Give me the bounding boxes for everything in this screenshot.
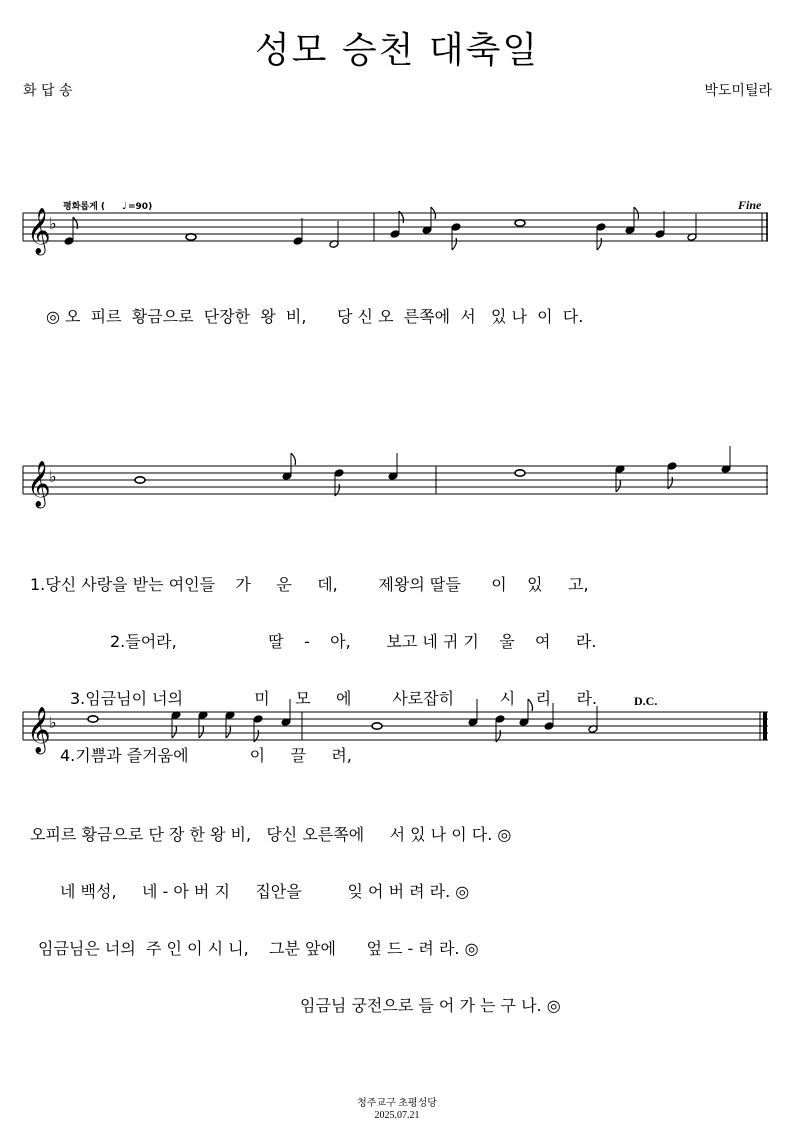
flat-icon: ♭: [49, 214, 57, 233]
verse-b-line-2: 네 백성, 네 - 아 버 지 집안을 잊 어 버 려 라. ◎: [60, 882, 470, 901]
verse-line-1: 1.당신 사랑을 받는 여인들 가 운 데, 제왕의 딸들 이 있 고,: [30, 575, 589, 594]
page-title: 성모 승천 대축일: [254, 30, 540, 71]
footer: [0, 1098, 794, 1122]
verse-b-line-3: 임금님은 너의 주 인 이 시 니, 그분 앞에 엎 드 - 려 라. ◎: [38, 939, 479, 958]
footer-date: 2025.07.21: [374, 1110, 420, 1121]
verse-line-2: 2.들어라, 딸 - 아, 보고 네 귀 기 울 여 라.: [110, 632, 597, 651]
footer-parish: 청주교구 초평성당: [357, 1098, 437, 1109]
refrain-lyrics: ◎ 오 피르 황금으로 단장한 왕 비, 당 신 오 른쪽에 서 있 나 이 다.: [46, 307, 584, 326]
verse-b-line-1: 오피르 황금으로 단 장 한 왕 비, 당신 오른쪽에 서 있 나 이 다. ◎: [30, 825, 512, 844]
treble-clef-icon: 𝄞: [27, 461, 51, 507]
treble-clef-icon: 𝄞: [27, 707, 51, 753]
tempo-bpm: =90): [128, 202, 153, 212]
verse-lyrics-a: [30, 537, 597, 784]
treble-clef-icon: 𝄞: [27, 208, 51, 254]
verse-line-3: 3.임금님이 너의 미 모 에 사로잡히 시 리 라.: [70, 689, 598, 708]
flat-icon: ♭: [49, 467, 57, 486]
verse-lyrics-b: [30, 787, 561, 1034]
verse-line-4: 4.기쁨과 즐거움에 이 끌 려,: [60, 746, 352, 765]
dc-marking: D.C.: [634, 694, 658, 708]
composer-name: 박도미틸라: [704, 83, 772, 99]
verse-b-line-4: 임금님 궁전으로 들 어 가 는 구 나. ◎: [300, 996, 561, 1015]
fine-marking: Fine: [738, 198, 762, 212]
tempo-note-icon: ♩: [122, 201, 127, 212]
tempo-marking: 평화롭게 (: [63, 202, 106, 212]
flat-icon: ♭: [49, 713, 57, 732]
staff-2-notes: [135, 446, 731, 496]
psalm-label: 화 답 송: [23, 83, 73, 99]
